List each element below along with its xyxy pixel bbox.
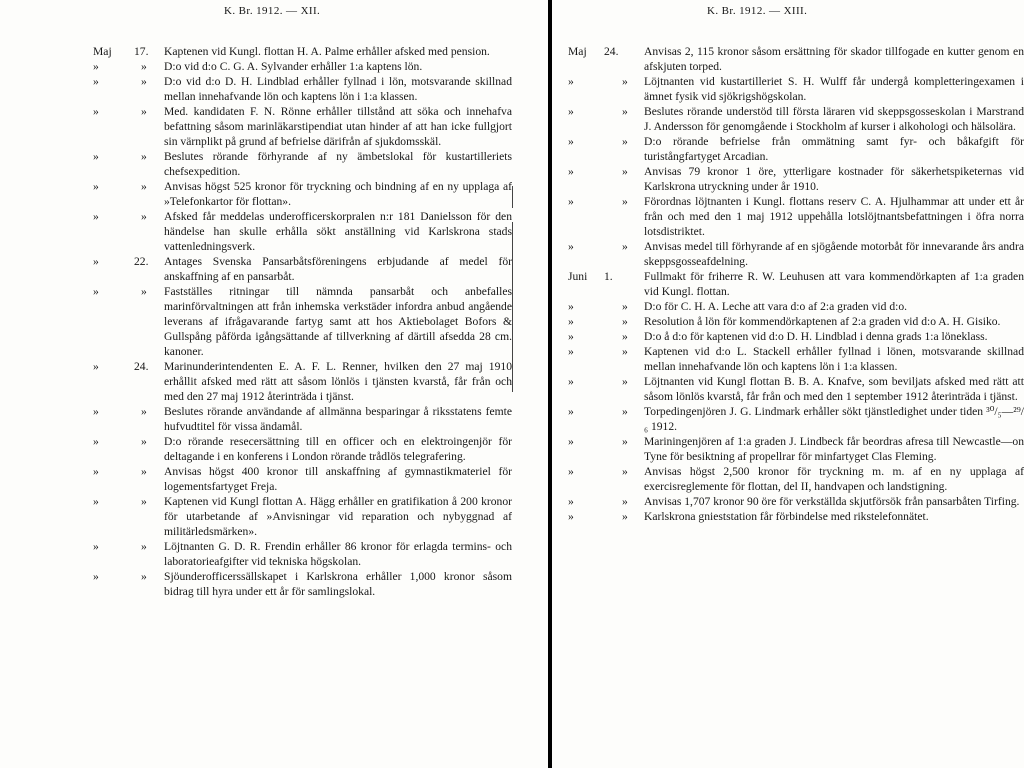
log-entry bbox=[552, 269, 1024, 299]
entry-ditto: » bbox=[622, 435, 628, 448]
log-entry bbox=[0, 44, 512, 59]
entry-day: 24. bbox=[604, 45, 619, 58]
entry-ditto: » bbox=[141, 405, 147, 418]
entry-ditto: » bbox=[141, 180, 147, 193]
entry-ditto: » bbox=[622, 195, 628, 208]
entry-ditto: » bbox=[622, 495, 628, 508]
log-entry bbox=[0, 104, 512, 149]
entry-ditto: » bbox=[622, 405, 628, 418]
entry-month: » bbox=[93, 405, 99, 418]
entry-month: Juni bbox=[568, 270, 588, 283]
entry-text: Kaptenen vid d:o L. Stackell erhåller fyllnad i lönen, motsvarande skillnad mellan innehafvande lön och kaptens lön i 1:a klassen. bbox=[644, 345, 1024, 373]
log-entry bbox=[0, 284, 512, 359]
entry-month: » bbox=[93, 465, 99, 478]
entry-ditto: » bbox=[141, 105, 147, 118]
entry-text: D:o rörande befrielse från ommätning samt fyr- och båkafgift för turistångfartyget Arcadian. bbox=[644, 135, 1024, 163]
entry-month: » bbox=[93, 255, 99, 268]
entry-text: Anvisas 2, 115 kronor såsom ersättning för skador tillfogade en kutter genom en afskjuten torped. bbox=[644, 45, 1024, 73]
log-entry bbox=[0, 359, 512, 404]
entry-ditto: » bbox=[622, 510, 628, 523]
log-entry bbox=[0, 254, 512, 284]
log-entry bbox=[0, 464, 512, 494]
entry-ditto: » bbox=[622, 135, 628, 148]
entry-month: » bbox=[568, 300, 574, 313]
entry-ditto: » bbox=[622, 240, 628, 253]
entry-month: » bbox=[568, 510, 574, 523]
log-entry bbox=[552, 44, 1024, 74]
entry-month: » bbox=[568, 195, 574, 208]
log-entry bbox=[552, 134, 1024, 164]
entry-text: Mariningenjören af 1:a graden J. Lindbeck får beordras afresa till Newcastle—on Tyne för besiktning af propellrar för minfartyget Clas Fleming. bbox=[644, 435, 1024, 463]
entry-day: 17. bbox=[134, 45, 149, 58]
entry-day: 24. bbox=[134, 360, 149, 373]
entry-text: Torpedingenjören J. G. Lindmark erhåller sökt tjänstledighet under tiden ³⁰/₅—²⁹/₆ 1912. bbox=[644, 405, 1024, 433]
entry-month: » bbox=[93, 210, 99, 223]
entry-month: » bbox=[568, 315, 574, 328]
entry-month: » bbox=[93, 75, 99, 88]
entry-text: Löjtnanten G. D. R. Frendin erhåller 86 kronor för erlagda termins- och laboratorieafgifter vid tekniska högskolan. bbox=[164, 540, 512, 568]
entry-ditto: » bbox=[622, 315, 628, 328]
entry-month: Maj bbox=[93, 45, 112, 58]
entry-ditto: » bbox=[622, 465, 628, 478]
entry-text: D:o vid d:o C. G. A. Sylvander erhåller 1:a kaptens lön. bbox=[164, 60, 423, 73]
log-entry bbox=[552, 299, 1024, 314]
entry-month: » bbox=[93, 435, 99, 448]
entry-text: D:o för C. H. A. Leche att vara d:o af 2:a graden vid d:o. bbox=[644, 300, 908, 313]
entry-month: » bbox=[568, 105, 574, 118]
entry-month: » bbox=[93, 285, 99, 298]
entry-ditto: » bbox=[622, 330, 628, 343]
log-entry bbox=[552, 464, 1024, 494]
log-entry bbox=[0, 569, 512, 599]
entry-month: » bbox=[93, 540, 99, 553]
entry-text: Anvisas högst 400 kronor till anskaffning af gymnastikmateriel för logementsfartyget Freja. bbox=[164, 465, 512, 493]
entry-ditto: » bbox=[141, 435, 147, 448]
entry-ditto: » bbox=[622, 375, 628, 388]
entry-text: Beslutes rörande användande af allmänna besparingar å riksstatens femte hufvudtitel för vissa ändamål. bbox=[164, 405, 512, 433]
entry-ditto: » bbox=[141, 60, 147, 73]
log-entry bbox=[552, 344, 1024, 374]
entry-month: » bbox=[93, 360, 99, 373]
entry-text: D:o vid d:o D. H. Lindblad erhåller fyllnad i lön, motsvarande skillnad mellan innehafvande lön och kaptens lön i 1:a klassen. bbox=[164, 75, 512, 103]
entry-month: » bbox=[568, 75, 574, 88]
entry-month: » bbox=[93, 105, 99, 118]
entry-text: Afsked får meddelas underofficerskorpralen n:r 181 Danielsson för den händelse han skulle erhålla sökt anställning vid Karlskrona stads vattenledningsverk. bbox=[164, 210, 512, 253]
log-entry bbox=[0, 59, 512, 74]
log-entry bbox=[552, 404, 1024, 434]
log-entry bbox=[0, 74, 512, 104]
log-entry bbox=[0, 179, 512, 209]
log-entry bbox=[0, 494, 512, 539]
entry-month: » bbox=[568, 165, 574, 178]
entry-month: » bbox=[93, 150, 99, 163]
entry-text: Beslutes rörande förhyrande af ny ämbetslokal för kustartilleriets chefsexpedition. bbox=[164, 150, 512, 178]
entry-ditto: » bbox=[622, 300, 628, 313]
entry-text: Anvisas högst 2,500 kronor för tryckning m. m. af en ny upplaga af exercisreglemente för flottan, del II, handvapen och landstigning. bbox=[644, 465, 1024, 493]
entry-month: » bbox=[568, 330, 574, 343]
entry-ditto: » bbox=[141, 495, 147, 508]
entry-text: Kaptenen vid Kungl. flottan H. A. Palme erhåller afsked med pension. bbox=[164, 45, 490, 58]
entry-text: Kaptenen vid Kungl flottan A. Hägg erhåller en gratifikation å 200 kronor för utarbetande af »Anvisningar vid reparation och nybyggnad af militärledsmärken». bbox=[164, 495, 512, 538]
log-entry bbox=[552, 509, 1024, 524]
page-header: K. Br. 1912. — XIII. bbox=[707, 5, 808, 17]
entry-text: Anvisas medel till förhyrande af en sjögående motorbåt för innevarande års andra skeppsgosseafdelning. bbox=[644, 240, 1024, 268]
log-entry bbox=[552, 104, 1024, 134]
entry-text: D:o å d:o för kaptenen vid d:o D. H. Lindblad i denna grads 1:a löneklass. bbox=[644, 330, 988, 343]
entry-month: » bbox=[568, 495, 574, 508]
entry-text: Fastställes ritningar till nämnda pansarbåt och anbefalles marinförvaltningen att från inhemska verkstäder infordra anbud angående leverans af ifrågavarande fartyg samt att hos Aktiebolaget Bofors & Gullspång påförda igångsättande af tillverkning af därtill afsedda 28 cm. kanoner. bbox=[164, 285, 512, 358]
entry-text: Marinunderintendenten E. A. F. L. Renner, hvilken den 27 maj 1910 erhållit afsked med rätt att såsom lönlös i tjänsten kvarstå, får från och med den 27 maj 1912 återinträda i tjänst. bbox=[164, 360, 512, 403]
log-entry bbox=[0, 434, 512, 464]
entry-day: 22. bbox=[134, 255, 149, 268]
entry-ditto: » bbox=[141, 285, 147, 298]
margin-mark bbox=[512, 222, 513, 392]
log-entry bbox=[0, 404, 512, 434]
page-header: K. Br. 1912. — XII. bbox=[224, 5, 321, 17]
entry-month: » bbox=[568, 345, 574, 358]
entry-text: Karlskrona gnieststation får förbindelse med rikstelefonnätet. bbox=[644, 510, 929, 523]
entry-ditto: » bbox=[622, 75, 628, 88]
entry-month: » bbox=[568, 375, 574, 388]
log-entry bbox=[552, 494, 1024, 509]
log-entry bbox=[552, 374, 1024, 404]
entry-list bbox=[552, 44, 1024, 524]
entry-ditto: » bbox=[622, 345, 628, 358]
log-entry bbox=[552, 74, 1024, 104]
entry-ditto: » bbox=[141, 150, 147, 163]
log-entry bbox=[0, 149, 512, 179]
log-entry bbox=[0, 539, 512, 569]
log-entry bbox=[552, 434, 1024, 464]
entry-text: Förordnas löjtnanten i Kungl. flottans reserv C. A. Hjulhammar att under ett år från och med den 1 maj 1912 uppehålla lotslöjtnantsbefattningen i öfra norra lotsdistriktet. bbox=[644, 195, 1024, 238]
entry-day: 1. bbox=[604, 270, 613, 283]
log-entry bbox=[552, 194, 1024, 239]
log-entry bbox=[552, 329, 1024, 344]
entry-month: » bbox=[93, 60, 99, 73]
right-page bbox=[552, 0, 1024, 768]
entry-text: Antages Svenska Pansarbåtsföreningens erbjudande af medel för anskaffning af en pansarbåt. bbox=[164, 255, 512, 283]
entry-month: » bbox=[93, 180, 99, 193]
entry-text: Anvisas 79 kronor 1 öre, ytterligare kostnader för säkerhetspiketernas vid Karlskrona utryckning under år 1910. bbox=[644, 165, 1024, 193]
entry-month: » bbox=[568, 435, 574, 448]
entry-text: Löjtnanten vid kustartilleriet S. H. Wulff får undergå kompletteringexamen i ämnet fysik vid sjökrigshögskolan. bbox=[644, 75, 1024, 103]
entry-month: » bbox=[93, 495, 99, 508]
entry-ditto: » bbox=[141, 465, 147, 478]
entry-text: Sjöunderofficerssällskapet i Karlskrona erhåller 1,000 kronor såsom bidrag till hyra under ett år för samlingslokal. bbox=[164, 570, 512, 598]
entry-month: » bbox=[568, 135, 574, 148]
log-entry bbox=[552, 314, 1024, 329]
entry-text: Resolution å lön för kommendörkaptenen af 2:a graden vid d:o A. H. Gisiko. bbox=[644, 315, 1001, 328]
entry-text: Fullmakt för friherre R. W. Leuhusen att vara kommendörkapten af 1:a graden vid Kungl. flottan. bbox=[644, 270, 1024, 298]
log-entry bbox=[552, 164, 1024, 194]
entry-ditto: » bbox=[141, 75, 147, 88]
entry-text: D:o rörande resecersättning till en officer och en elektroingenjör för deltagande i en konferens i London rörande trådlös telegrafering. bbox=[164, 435, 512, 463]
entry-list bbox=[0, 44, 512, 599]
entry-ditto: » bbox=[141, 570, 147, 583]
entry-text: Med. kandidaten F. N. Rönne erhåller tillstånd att söka och innehafva befattning såsom marinläkarstipendiat utan hinder af att han icke fullgjort sin värnplikt på grund af befrielse därifrån af sjukdomsskäl. bbox=[164, 105, 512, 148]
entry-ditto: » bbox=[622, 105, 628, 118]
entry-month: » bbox=[568, 405, 574, 418]
entry-month: Maj bbox=[568, 45, 587, 58]
log-entry bbox=[552, 239, 1024, 269]
entry-month: » bbox=[568, 465, 574, 478]
entry-text: Löjtnanten vid Kungl flottan B. B. A. Knafve, som beviljats afsked med rätt att såsom lönlös kvarstå, får från och med den 1 september 1912 återinträda i tjänst. bbox=[644, 375, 1024, 403]
entry-month: » bbox=[93, 570, 99, 583]
margin-mark bbox=[512, 186, 513, 208]
entry-ditto: » bbox=[141, 210, 147, 223]
entry-text: Anvisas högst 525 kronor för tryckning och bindning af en ny upplaga af »Telefonkartor för flottan». bbox=[164, 180, 512, 208]
log-entry bbox=[0, 209, 512, 254]
entry-ditto: » bbox=[622, 165, 628, 178]
entry-text: Beslutes rörande understöd till första läraren vid skeppsgosseskolan i Marstrand J. Andersson för genomgående i Stockholm af kurser i alkohologi och hälsolära. bbox=[644, 105, 1024, 133]
entry-month: » bbox=[568, 240, 574, 253]
entry-text: Anvisas 1,707 kronor 90 öre för verkställda skjutförsök från pansarbåten Tirfing. bbox=[644, 495, 1020, 508]
entry-ditto: » bbox=[141, 540, 147, 553]
